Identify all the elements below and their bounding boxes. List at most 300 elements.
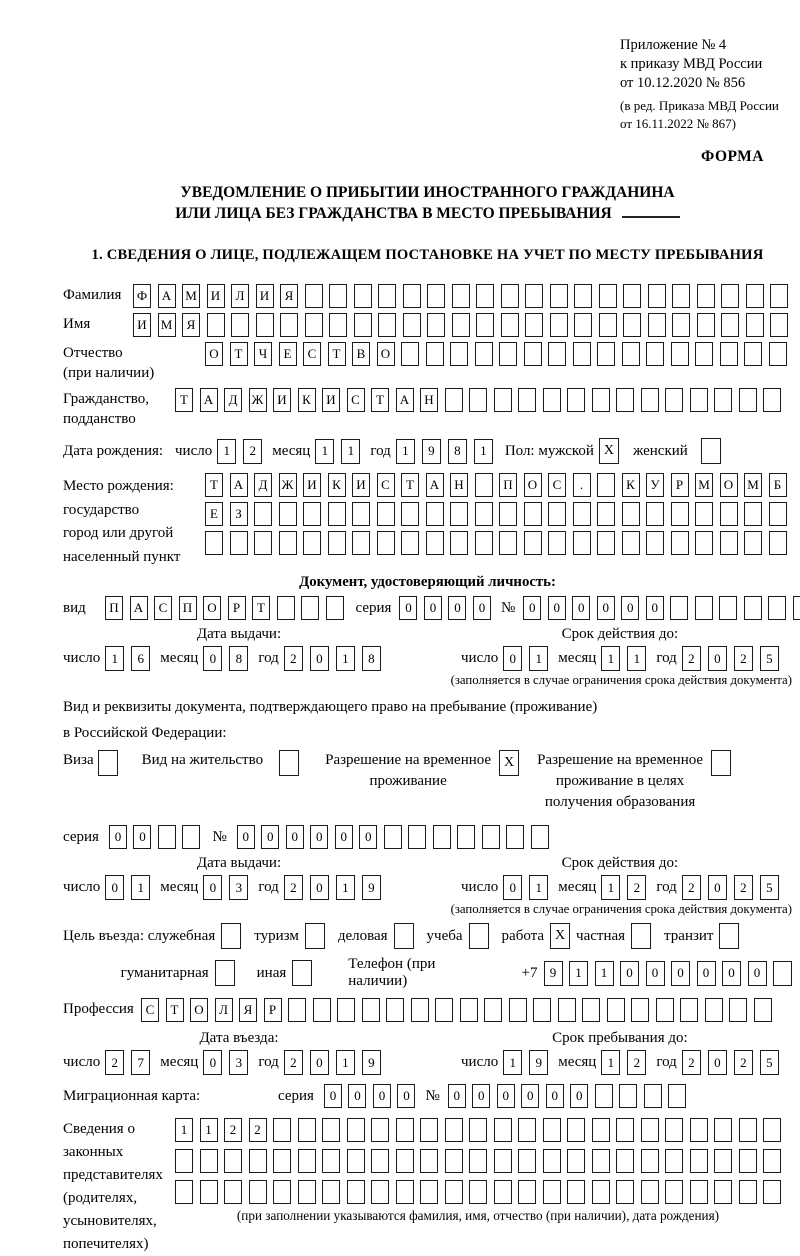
char-cell[interactable] xyxy=(671,342,689,366)
char-cell[interactable] xyxy=(279,531,297,555)
char-cell[interactable]: 0 xyxy=(523,596,541,620)
char-cell[interactable]: И xyxy=(256,284,274,308)
char-cell[interactable] xyxy=(182,825,200,849)
char-cell[interactable] xyxy=(550,284,568,308)
char-cell[interactable]: 1 xyxy=(627,646,646,671)
char-cell[interactable] xyxy=(525,313,543,337)
char-cell[interactable] xyxy=(450,502,468,526)
char-cell[interactable]: Д xyxy=(254,473,272,497)
char-cell[interactable] xyxy=(476,313,494,337)
char-cell[interactable] xyxy=(273,1149,291,1173)
char-cell[interactable]: Р xyxy=(264,998,282,1022)
char-cell[interactable] xyxy=(352,502,370,526)
char-cell[interactable]: 0 xyxy=(671,961,690,986)
char-cell[interactable]: 0 xyxy=(286,825,304,849)
char-cell[interactable] xyxy=(648,313,666,337)
char-cell[interactable]: Ф xyxy=(133,284,151,308)
char-cell[interactable] xyxy=(763,1180,781,1204)
purpose-private-checkbox[interactable] xyxy=(631,923,651,949)
char-cell[interactable]: 1 xyxy=(474,439,493,464)
char-cell[interactable] xyxy=(494,1118,512,1142)
char-cell[interactable] xyxy=(475,531,493,555)
char-cell[interactable]: Т xyxy=(401,473,419,497)
char-cell[interactable]: 0 xyxy=(348,1084,366,1108)
char-cell[interactable] xyxy=(420,1149,438,1173)
char-cell[interactable] xyxy=(433,825,451,849)
char-cell[interactable]: С xyxy=(141,998,159,1022)
char-cell[interactable]: М xyxy=(158,313,176,337)
char-cell[interactable] xyxy=(769,531,787,555)
char-cell[interactable]: Е xyxy=(205,502,223,526)
char-cell[interactable]: И xyxy=(273,388,291,412)
char-cell[interactable]: 5 xyxy=(760,1050,779,1075)
char-cell[interactable]: 2 xyxy=(627,875,646,900)
char-cell[interactable]: 0 xyxy=(621,596,639,620)
char-cell[interactable] xyxy=(452,284,470,308)
char-cell[interactable]: 0 xyxy=(310,646,329,671)
char-cell[interactable] xyxy=(672,284,690,308)
char-cell[interactable]: 1 xyxy=(341,439,360,464)
char-cell[interactable] xyxy=(665,1118,683,1142)
char-cell[interactable] xyxy=(616,1118,634,1142)
char-cell[interactable] xyxy=(746,313,764,337)
char-cell[interactable] xyxy=(298,1180,316,1204)
char-cell[interactable]: С xyxy=(154,596,172,620)
char-cell[interactable] xyxy=(273,1118,291,1142)
char-cell[interactable] xyxy=(597,502,615,526)
char-cell[interactable] xyxy=(386,998,404,1022)
char-cell[interactable]: Д xyxy=(224,388,242,412)
char-cell[interactable] xyxy=(744,531,762,555)
char-cell[interactable] xyxy=(670,596,688,620)
char-cell[interactable]: Я xyxy=(239,998,257,1022)
char-cell[interactable]: П xyxy=(499,473,517,497)
char-cell[interactable] xyxy=(543,1118,561,1142)
char-cell[interactable]: 1 xyxy=(601,1050,620,1075)
char-cell[interactable]: Н xyxy=(450,473,468,497)
char-cell[interactable] xyxy=(714,1149,732,1173)
purpose-humanitarian-checkbox[interactable] xyxy=(215,960,235,986)
char-cell[interactable] xyxy=(494,1180,512,1204)
char-cell[interactable]: И xyxy=(207,284,225,308)
char-cell[interactable]: 0 xyxy=(310,875,329,900)
char-cell[interactable]: Т xyxy=(371,388,389,412)
char-cell[interactable]: С xyxy=(548,473,566,497)
char-cell[interactable]: 2 xyxy=(284,1050,303,1075)
char-cell[interactable] xyxy=(499,531,517,555)
char-cell[interactable] xyxy=(303,502,321,526)
char-cell[interactable]: 0 xyxy=(708,875,727,900)
char-cell[interactable] xyxy=(665,1180,683,1204)
char-cell[interactable] xyxy=(739,1118,757,1142)
char-cell[interactable]: С xyxy=(377,473,395,497)
char-cell[interactable] xyxy=(644,1084,662,1108)
char-cell[interactable]: 8 xyxy=(362,646,381,671)
char-cell[interactable] xyxy=(793,596,800,620)
char-cell[interactable] xyxy=(494,1149,512,1173)
char-cell[interactable] xyxy=(445,1149,463,1173)
char-cell[interactable] xyxy=(567,1180,585,1204)
char-cell[interactable] xyxy=(322,1180,340,1204)
char-cell[interactable] xyxy=(616,388,634,412)
char-cell[interactable]: 2 xyxy=(627,1050,646,1075)
char-cell[interactable]: 0 xyxy=(748,961,767,986)
char-cell[interactable] xyxy=(705,998,723,1022)
char-cell[interactable]: Т xyxy=(166,998,184,1022)
char-cell[interactable] xyxy=(714,1118,732,1142)
purpose-tourism-checkbox[interactable] xyxy=(305,923,325,949)
char-cell[interactable]: 0 xyxy=(503,646,522,671)
char-cell[interactable] xyxy=(525,284,543,308)
char-cell[interactable]: М xyxy=(182,284,200,308)
char-cell[interactable] xyxy=(720,502,738,526)
char-cell[interactable] xyxy=(518,1118,536,1142)
char-cell[interactable]: 1 xyxy=(529,646,548,671)
char-cell[interactable] xyxy=(697,284,715,308)
char-cell[interactable] xyxy=(665,1149,683,1173)
char-cell[interactable] xyxy=(231,313,249,337)
char-cell[interactable]: 8 xyxy=(229,646,248,671)
char-cell[interactable] xyxy=(680,998,698,1022)
char-cell[interactable] xyxy=(501,313,519,337)
char-cell[interactable]: 0 xyxy=(646,961,665,986)
char-cell[interactable]: 0 xyxy=(261,825,279,849)
char-cell[interactable]: 0 xyxy=(105,875,124,900)
char-cell[interactable] xyxy=(445,388,463,412)
char-cell[interactable]: 0 xyxy=(203,646,222,671)
char-cell[interactable] xyxy=(408,825,426,849)
char-cell[interactable]: Л xyxy=(231,284,249,308)
char-cell[interactable]: З xyxy=(230,502,248,526)
char-cell[interactable] xyxy=(754,998,772,1022)
char-cell[interactable]: 0 xyxy=(497,1084,515,1108)
char-cell[interactable]: 1 xyxy=(200,1118,218,1142)
char-cell[interactable] xyxy=(305,284,323,308)
char-cell[interactable] xyxy=(347,1118,365,1142)
char-cell[interactable]: 0 xyxy=(448,1084,466,1108)
char-cell[interactable]: 0 xyxy=(373,1084,391,1108)
char-cell[interactable] xyxy=(695,596,713,620)
purpose-other-checkbox[interactable] xyxy=(292,960,312,986)
char-cell[interactable]: М xyxy=(695,473,713,497)
char-cell[interactable]: 2 xyxy=(284,646,303,671)
char-cell[interactable]: О xyxy=(524,473,542,497)
char-cell[interactable]: К xyxy=(328,473,346,497)
char-cell[interactable] xyxy=(719,596,737,620)
char-cell[interactable]: 0 xyxy=(620,961,639,986)
char-cell[interactable]: 1 xyxy=(131,875,150,900)
char-cell[interactable] xyxy=(763,1118,781,1142)
char-cell[interactable]: Р xyxy=(228,596,246,620)
char-cell[interactable]: А xyxy=(426,473,444,497)
char-cell[interactable] xyxy=(599,284,617,308)
char-cell[interactable]: 2 xyxy=(734,646,753,671)
char-cell[interactable] xyxy=(769,342,787,366)
char-cell[interactable] xyxy=(518,1180,536,1204)
char-cell[interactable]: 0 xyxy=(203,1050,222,1075)
char-cell[interactable]: И xyxy=(303,473,321,497)
char-cell[interactable] xyxy=(768,596,786,620)
char-cell[interactable]: 0 xyxy=(310,825,328,849)
char-cell[interactable] xyxy=(548,342,566,366)
char-cell[interactable] xyxy=(690,1118,708,1142)
char-cell[interactable] xyxy=(347,1180,365,1204)
char-cell[interactable]: 2 xyxy=(682,875,701,900)
char-cell[interactable] xyxy=(205,531,223,555)
char-cell[interactable]: 0 xyxy=(399,596,417,620)
char-cell[interactable] xyxy=(426,342,444,366)
char-cell[interactable] xyxy=(550,313,568,337)
char-cell[interactable]: 0 xyxy=(359,825,377,849)
char-cell[interactable]: Т xyxy=(230,342,248,366)
char-cell[interactable]: 1 xyxy=(569,961,588,986)
char-cell[interactable] xyxy=(622,531,640,555)
char-cell[interactable] xyxy=(622,502,640,526)
char-cell[interactable] xyxy=(328,531,346,555)
char-cell[interactable]: А xyxy=(230,473,248,497)
char-cell[interactable] xyxy=(599,313,617,337)
char-cell[interactable]: 1 xyxy=(336,646,355,671)
char-cell[interactable]: 2 xyxy=(224,1118,242,1142)
char-cell[interactable] xyxy=(592,1149,610,1173)
char-cell[interactable] xyxy=(695,342,713,366)
char-cell[interactable]: 0 xyxy=(133,825,151,849)
char-cell[interactable]: 2 xyxy=(734,1050,753,1075)
char-cell[interactable] xyxy=(567,1149,585,1173)
char-cell[interactable]: С xyxy=(347,388,365,412)
char-cell[interactable] xyxy=(403,284,421,308)
char-cell[interactable]: 0 xyxy=(397,1084,415,1108)
char-cell[interactable]: 0 xyxy=(473,596,491,620)
char-cell[interactable] xyxy=(469,1180,487,1204)
char-cell[interactable]: И xyxy=(322,388,340,412)
char-cell[interactable] xyxy=(475,502,493,526)
char-cell[interactable] xyxy=(224,1180,242,1204)
char-cell[interactable]: 0 xyxy=(203,875,222,900)
char-cell[interactable] xyxy=(494,388,512,412)
char-cell[interactable] xyxy=(298,1118,316,1142)
char-cell[interactable]: 0 xyxy=(570,1084,588,1108)
char-cell[interactable] xyxy=(619,1084,637,1108)
char-cell[interactable]: Ж xyxy=(249,388,267,412)
char-cell[interactable] xyxy=(720,531,738,555)
char-cell[interactable]: 9 xyxy=(529,1050,548,1075)
char-cell[interactable]: 8 xyxy=(448,439,467,464)
char-cell[interactable]: 0 xyxy=(597,596,615,620)
char-cell[interactable] xyxy=(224,1149,242,1173)
char-cell[interactable] xyxy=(729,998,747,1022)
char-cell[interactable] xyxy=(484,998,502,1022)
char-cell[interactable] xyxy=(616,1180,634,1204)
char-cell[interactable]: 1 xyxy=(336,1050,355,1075)
char-cell[interactable]: 1 xyxy=(315,439,334,464)
char-cell[interactable]: А xyxy=(396,388,414,412)
char-cell[interactable] xyxy=(482,825,500,849)
char-cell[interactable]: 3 xyxy=(229,1050,248,1075)
char-cell[interactable] xyxy=(543,1180,561,1204)
char-cell[interactable] xyxy=(249,1149,267,1173)
char-cell[interactable] xyxy=(249,1180,267,1204)
sex-female-checkbox[interactable] xyxy=(701,438,721,464)
char-cell[interactable] xyxy=(457,825,475,849)
char-cell[interactable] xyxy=(720,342,738,366)
char-cell[interactable]: Я xyxy=(182,313,200,337)
char-cell[interactable]: 9 xyxy=(544,961,563,986)
char-cell[interactable]: 0 xyxy=(646,596,664,620)
char-cell[interactable] xyxy=(671,502,689,526)
char-cell[interactable]: 0 xyxy=(109,825,127,849)
char-cell[interactable] xyxy=(298,1149,316,1173)
char-cell[interactable]: 0 xyxy=(548,596,566,620)
visa-checkbox[interactable] xyxy=(98,750,118,776)
char-cell[interactable] xyxy=(721,284,739,308)
char-cell[interactable] xyxy=(322,1118,340,1142)
char-cell[interactable] xyxy=(597,473,615,497)
char-cell[interactable] xyxy=(420,1180,438,1204)
char-cell[interactable]: Ч xyxy=(254,342,272,366)
char-cell[interactable] xyxy=(573,342,591,366)
char-cell[interactable] xyxy=(690,1149,708,1173)
char-cell[interactable] xyxy=(469,1149,487,1173)
char-cell[interactable]: И xyxy=(133,313,151,337)
char-cell[interactable] xyxy=(695,502,713,526)
char-cell[interactable] xyxy=(746,284,764,308)
char-cell[interactable]: П xyxy=(179,596,197,620)
char-cell[interactable] xyxy=(573,531,591,555)
char-cell[interactable] xyxy=(354,313,372,337)
char-cell[interactable] xyxy=(401,502,419,526)
char-cell[interactable]: 1 xyxy=(336,875,355,900)
char-cell[interactable] xyxy=(648,284,666,308)
char-cell[interactable]: Я xyxy=(280,284,298,308)
char-cell[interactable] xyxy=(450,531,468,555)
char-cell[interactable] xyxy=(524,342,542,366)
char-cell[interactable]: 9 xyxy=(362,875,381,900)
char-cell[interactable]: 1 xyxy=(601,875,620,900)
char-cell[interactable] xyxy=(623,313,641,337)
char-cell[interactable]: 1 xyxy=(396,439,415,464)
char-cell[interactable] xyxy=(773,961,792,986)
char-cell[interactable] xyxy=(175,1180,193,1204)
char-cell[interactable] xyxy=(558,998,576,1022)
char-cell[interactable]: Т xyxy=(252,596,270,620)
char-cell[interactable] xyxy=(548,531,566,555)
char-cell[interactable]: 1 xyxy=(105,646,124,671)
char-cell[interactable] xyxy=(646,342,664,366)
char-cell[interactable] xyxy=(770,313,788,337)
char-cell[interactable] xyxy=(322,1149,340,1173)
char-cell[interactable] xyxy=(721,313,739,337)
char-cell[interactable]: 1 xyxy=(595,961,614,986)
char-cell[interactable]: И xyxy=(352,473,370,497)
char-cell[interactable] xyxy=(499,502,517,526)
char-cell[interactable] xyxy=(403,313,421,337)
char-cell[interactable] xyxy=(313,998,331,1022)
char-cell[interactable] xyxy=(631,998,649,1022)
char-cell[interactable]: 1 xyxy=(529,875,548,900)
char-cell[interactable] xyxy=(543,388,561,412)
char-cell[interactable] xyxy=(460,998,478,1022)
char-cell[interactable]: 0 xyxy=(310,1050,329,1075)
char-cell[interactable]: Ж xyxy=(279,473,297,497)
char-cell[interactable] xyxy=(384,825,402,849)
char-cell[interactable]: 0 xyxy=(572,596,590,620)
char-cell[interactable] xyxy=(175,1149,193,1173)
char-cell[interactable]: 9 xyxy=(422,439,441,464)
char-cell[interactable]: 3 xyxy=(229,875,248,900)
char-cell[interactable] xyxy=(476,284,494,308)
char-cell[interactable]: А xyxy=(158,284,176,308)
char-cell[interactable]: 2 xyxy=(105,1050,124,1075)
char-cell[interactable]: 1 xyxy=(217,439,236,464)
char-cell[interactable]: 2 xyxy=(682,1050,701,1075)
char-cell[interactable]: 0 xyxy=(722,961,741,986)
char-cell[interactable]: 7 xyxy=(131,1050,150,1075)
char-cell[interactable] xyxy=(354,284,372,308)
char-cell[interactable] xyxy=(592,1180,610,1204)
char-cell[interactable]: 0 xyxy=(335,825,353,849)
char-cell[interactable] xyxy=(273,1180,291,1204)
char-cell[interactable] xyxy=(200,1180,218,1204)
char-cell[interactable] xyxy=(672,313,690,337)
char-cell[interactable]: 2 xyxy=(682,646,701,671)
char-cell[interactable] xyxy=(411,998,429,1022)
purpose-work-checkbox[interactable]: X xyxy=(550,923,570,949)
char-cell[interactable] xyxy=(567,388,585,412)
char-cell[interactable] xyxy=(445,1118,463,1142)
char-cell[interactable] xyxy=(597,342,615,366)
char-cell[interactable] xyxy=(435,998,453,1022)
char-cell[interactable] xyxy=(254,531,272,555)
char-cell[interactable] xyxy=(396,1149,414,1173)
char-cell[interactable]: Б xyxy=(769,473,787,497)
char-cell[interactable] xyxy=(592,1118,610,1142)
char-cell[interactable]: 0 xyxy=(424,596,442,620)
char-cell[interactable]: 0 xyxy=(324,1084,342,1108)
char-cell[interactable]: Т xyxy=(205,473,223,497)
char-cell[interactable] xyxy=(697,313,715,337)
char-cell[interactable] xyxy=(337,998,355,1022)
char-cell[interactable] xyxy=(656,998,674,1022)
char-cell[interactable] xyxy=(499,342,517,366)
char-cell[interactable]: 2 xyxy=(284,875,303,900)
char-cell[interactable] xyxy=(769,502,787,526)
char-cell[interactable] xyxy=(362,998,380,1022)
char-cell[interactable] xyxy=(646,531,664,555)
char-cell[interactable] xyxy=(378,284,396,308)
char-cell[interactable]: 6 xyxy=(131,646,150,671)
char-cell[interactable] xyxy=(371,1180,389,1204)
char-cell[interactable] xyxy=(279,502,297,526)
char-cell[interactable] xyxy=(548,502,566,526)
char-cell[interactable]: 0 xyxy=(708,1050,727,1075)
char-cell[interactable] xyxy=(328,502,346,526)
char-cell[interactable] xyxy=(329,313,347,337)
char-cell[interactable] xyxy=(326,596,344,620)
char-cell[interactable] xyxy=(452,313,470,337)
char-cell[interactable]: 9 xyxy=(362,1050,381,1075)
char-cell[interactable]: П xyxy=(105,596,123,620)
char-cell[interactable] xyxy=(622,342,640,366)
sex-male-checkbox[interactable]: X xyxy=(599,438,619,464)
char-cell[interactable] xyxy=(378,313,396,337)
char-cell[interactable] xyxy=(543,1149,561,1173)
char-cell[interactable]: С xyxy=(303,342,321,366)
char-cell[interactable]: А xyxy=(200,388,218,412)
char-cell[interactable] xyxy=(671,531,689,555)
char-cell[interactable] xyxy=(401,342,419,366)
char-cell[interactable] xyxy=(396,1118,414,1142)
